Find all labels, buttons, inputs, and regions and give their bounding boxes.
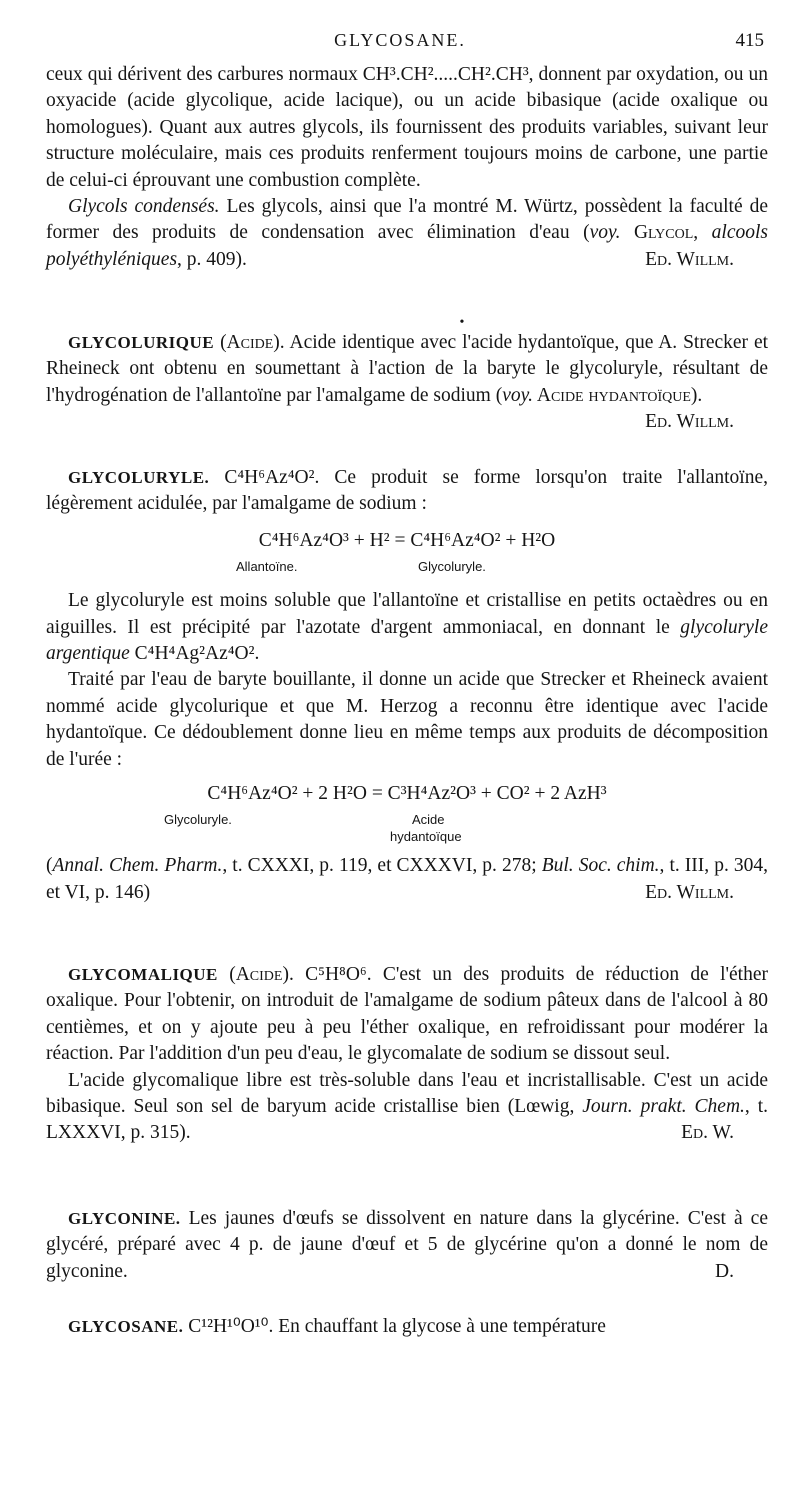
author-signature: Ed. Willm. — [645, 411, 734, 433]
glycol-oxidation-paragraph: ceux qui dérivent des carbures normaux CH³.CH².....CH².CH³, donnent par oxydation, ou un oxyacide (acide glycolique, acide lacique), ou un acide bibasique (acide oxalique ou homologues). Quant aux autres glycols, ils fournissent des produits variables, suivant leur structure moléculaire, mais ces produits renferment toujours moins de carbone, une partie de celui-ci éprouvant une combustion complète. — [46, 64, 768, 191]
author-signature: Ed. Willm. — [645, 248, 734, 270]
glycoluryle-baryte: Traité par l'eau de baryte bouillante, il donne un acide que Strecker et Rheineck avaient nommé acide glycolurique et que M. Herzog a reconnu être identique avec l'acide hydantoïque. Ce dédoublement donne lieu en même temps aux produits de décomposition de l'urée : — [46, 669, 768, 770]
author-signature: Ed. W. — [681, 1122, 734, 1144]
glycols-condenses-heading: Glycols condensés. — [68, 196, 220, 218]
glycoluryle-properties: Le glycoluryle est moins soluble que l'allantoïne et cristallise en petits octaèdres ou en aiguilles. Il est précipité par l'azotate d'argent ammoniacal, en donnant le glycoluryle argentique C⁴H⁴Ag²Az⁴O². — [46, 590, 768, 665]
page-header — [0, 30, 800, 56]
entry-heading: GLYCOLURYLE. — [68, 468, 210, 487]
entry-glycol-continued — [46, 62, 768, 273]
equation-1: C⁴H⁶Az⁴O³ + H² = C⁴H⁶Az⁴O² + H²O — [258, 529, 556, 551]
entry-heading: GLYCOLURIQUE — [68, 333, 215, 352]
equation-2-labels: Glycoluryle. Acide hydantoïque — [164, 812, 462, 845]
page-number: 415 — [735, 30, 764, 51]
author-signature: Ed. Willm. — [645, 881, 734, 903]
entry-glycoluryle: GLYCOLURYLE. C⁴H⁶Az⁴O². Ce produit se forme lorsqu'on traite l'allantoïne, légèrement acidulée, par l'amalgame de sodium : C⁴H⁶Az⁴O³ + H² = C⁴H⁶Az⁴O² + H²O Allantoïne. Glycoluryle. Le glycoluryle est moins soluble que l'allantoïne et cristallise en petits octaèdres ou en aiguilles. Il est précipité par l'azotate d'argent ammoniacal, en donnant le glycoluryle argentique C⁴H⁴Ag²Az⁴O². Traité par l'eau de baryte bouillante, il donne un acide que Strecker et Rheineck avaient nommé acide glycolurique et que M. Herzog a reconnu être identique avec l'acide hydantoïque. Ce dédoublement donne lieu en même temps aux produits de décomposition de l'urée : C⁴H⁶Az⁴O² + 2 H²O = C³H⁴Az²O³ + CO² + 2 AzH³ Glycoluryle. Acide hydantoïque (Annal. Chem. Pharm., t. CXXXI, p. 119, et CXXXVI, p. 278; Bul. Soc. chim., t. III, p. 304, et VI, p. 146) Ed. Willm. — [46, 465, 768, 906]
entry-glycolurique: • GLYCOLURIQUE (Acide). Acide identique avec l'acide hydantoïque, que A. Strecker et Rheineck ont obtenu en soumettant à l'action de la baryte le glycoluryle, résultant de l'hydrogénation de l'allantoïne par l'amalgame de sodium (voy. Acide hydantoïque). Ed. Willm. — [46, 316, 768, 436]
entry-glycomalique: GLYCOMALIQUE (Acide). C⁵H⁸O⁶. C'est un des produits de réduction de l'éther oxalique. Pour l'obtenir, on introduit de l'amalgame de sodium pâteux dans de l'alcool à 80 centièmes, et on y ajoute peu à peu l'éther oxalique, en refroidissant pour modérer la réaction. Par l'addition d'un peu d'eau, le glycomalate de sodium se dissout seul. L'acide glycomalique libre est très-soluble dans l'eau et incristallisable. C'est un acide bibasique. Seul son sel de baryum acide cristallise bien (Lœwig, Journ. prakt. Chem., t. LXXXVI, p. 315). Ed. W. — [46, 962, 768, 1147]
equation-2: C⁴H⁶Az⁴O² + 2 H²O = C³H⁴Az²O³ + CO² + 2 AzH³ — [207, 783, 607, 805]
glycoluryle-references: (Annal. Chem. Pharm., t. CXXXI, p. 119, et CXXXVI, p. 278; Bul. Soc. chim., t. III, p. 304, et VI, p. 146) Ed. Willm. — [46, 853, 768, 906]
equation-1-labels: Allantoïne. Glycoluryle. — [236, 559, 486, 575]
glycols-condenses-paragraph: Glycols condensés. Les glycols, ainsi que l'a montré M. Würtz, possèdent la faculté de former des produits de condensation avec élimination d'eau (voy. Glycol, alcools polyéthyléniques, p. 409). Ed. Willm. — [46, 194, 768, 273]
entry-heading: GLYCOSANE. — [68, 1317, 184, 1336]
entry-heading: GLYCONINE. — [68, 1209, 181, 1228]
separator-dot: • — [459, 315, 465, 330]
author-signature: D. — [715, 1260, 734, 1282]
entry-heading: GLYCOMALIQUE — [68, 965, 218, 984]
entry-glycosane: GLYCOSANE. C¹²H¹⁰O¹⁰. En chauffant la glycose à une température — [68, 1316, 606, 1337]
running-title: GLYCOSANE. — [334, 30, 466, 50]
entry-glyconine: GLYCONINE. Les jaunes d'œufs se dissolvent en nature dans la glycérine. C'est à ce glycéré, préparé avec 4 p. de jaune d'œuf et 5 de glycérine qu'on a donné le nom de glyconine. D. — [46, 1206, 768, 1285]
